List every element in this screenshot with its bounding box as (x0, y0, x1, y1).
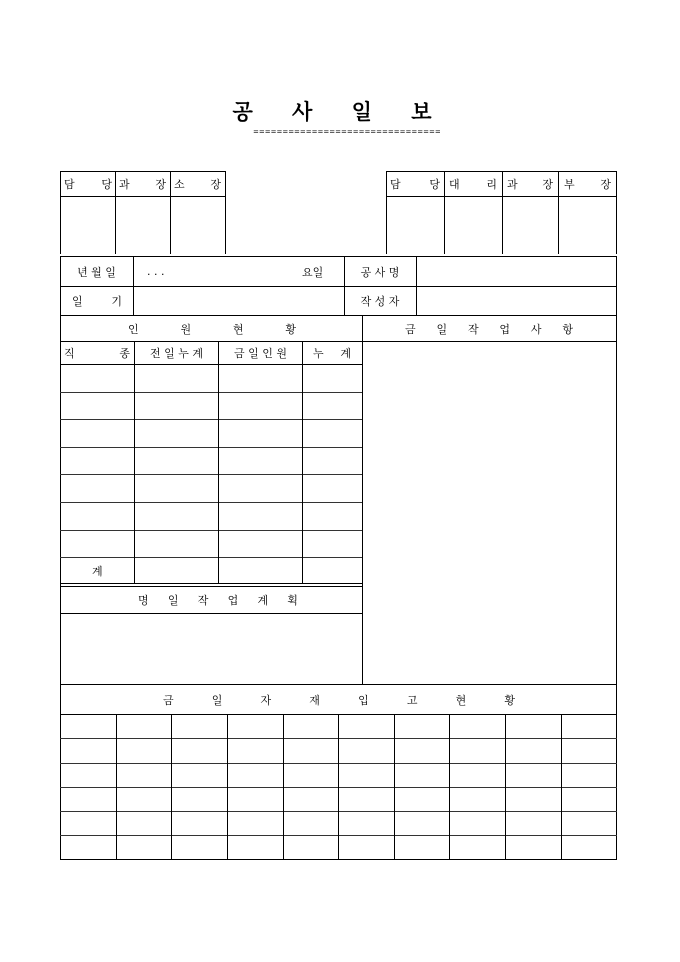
col-cumulative: 누 계 (313, 347, 351, 360)
project-name-label: 공 사 명 (360, 265, 400, 279)
col-today-count: 금 일 인 원 (234, 347, 287, 360)
col-prev-total: 전 일 누 계 (150, 347, 203, 360)
project-name-field[interactable] (417, 257, 616, 286)
title-underline: ================================ (253, 128, 441, 136)
approval-header-과장-r: 과 장 (507, 178, 553, 191)
today-work-header: 금 일 작 업 사 항 (405, 322, 573, 336)
date-label: 년 월 일 (77, 265, 116, 279)
weather-field[interactable] (134, 287, 344, 315)
approval-header-과장: 과 장 (119, 178, 166, 191)
col-job-type: 직 종 (64, 347, 130, 360)
tomorrow-plan-area[interactable] (61, 614, 362, 684)
author-label: 작 성 자 (360, 295, 400, 308)
weekday-label: 요일 (302, 265, 324, 279)
date-value[interactable]: . . . (147, 265, 165, 278)
personnel-status-header: 인 원 현 황 (128, 322, 296, 336)
total-row-label: 계 (92, 564, 103, 578)
approval-header-대리: 대 리 (449, 178, 497, 191)
approval-header-담당-r: 담 당 (390, 178, 440, 191)
approval-header-부장: 부 장 (564, 178, 611, 191)
today-work-area[interactable] (363, 342, 616, 684)
tomorrow-plan-header: 명 일 작 업 계 획 (138, 594, 298, 607)
weather-label: 일 기 (72, 295, 122, 308)
materials-header: 금 일 자 재 입 고 현 황 (163, 693, 515, 707)
page-title: 공 사 일 보 (232, 99, 448, 124)
approval-header-소장: 소 장 (174, 178, 221, 191)
approval-header-담당: 담 당 (64, 178, 112, 191)
author-field[interactable] (417, 287, 616, 315)
